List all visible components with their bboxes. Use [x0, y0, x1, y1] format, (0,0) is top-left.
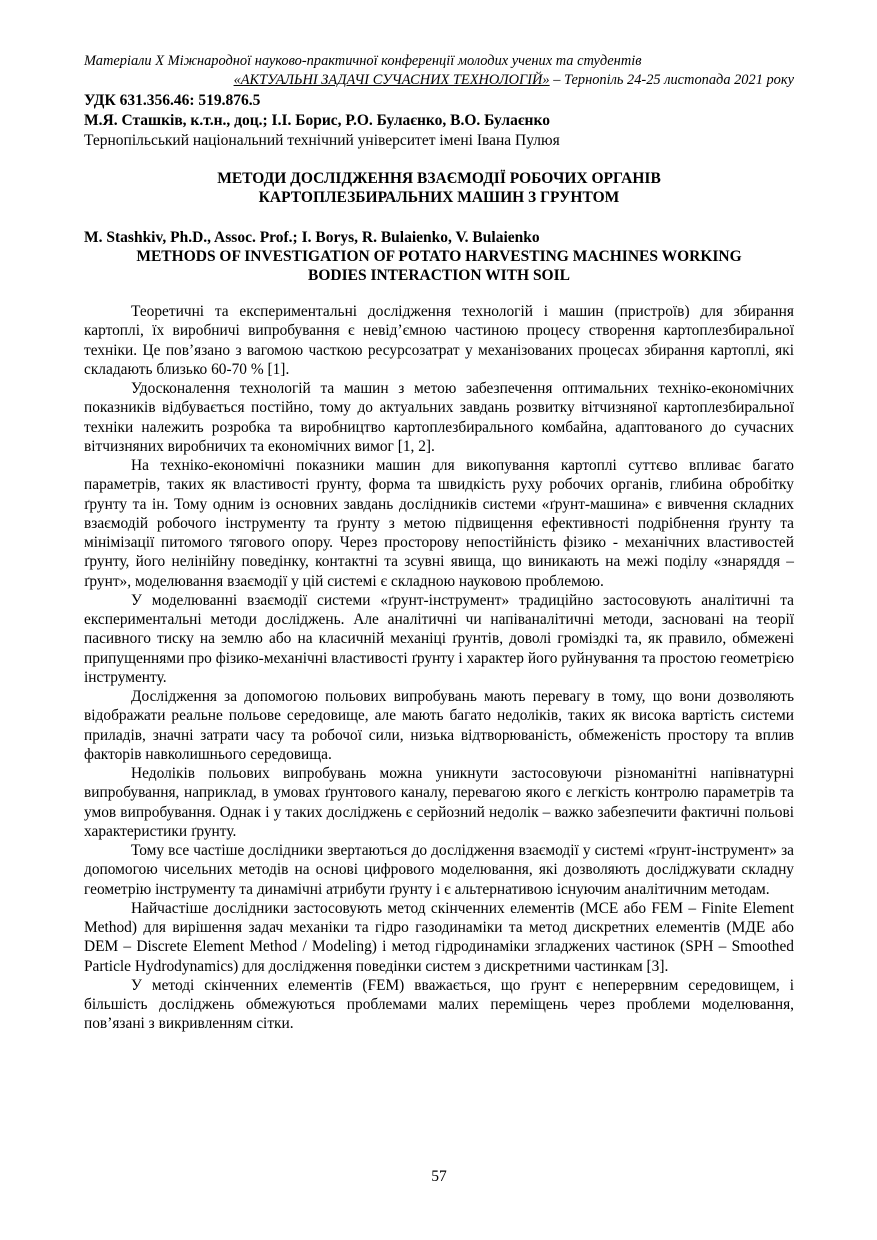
authors-ukrainian: М.Я. Сташків, к.т.н., доц.; І.І. Борис, Р.О. Булаєнко, В.О. Булаєнко [84, 112, 550, 129]
body-text [84, 302, 794, 1034]
body-paragraph: Найчастіше дослідники застосовують метод скінченних елементів (МСЕ або FEM – Finite Element Method) для вирішення задач механіки та гідро газодинаміки та метод дискретних елементів (МДЕ або DEM – Discrete Element Method / Modeling) і метод гідродинаміки згладжених частинок (SPH – Smoothed Particle Hydrodynamics) для дослідження поведінки систем з дискретними частинкам [3]. [84, 899, 794, 975]
body-paragraph: Тому все частіше дослідники звертаються до дослідження взаємодії у системі «ґрунт-інструмент» за допомогою чисельних методів на основі цифрового моделювання, які дозволяють досліджувати складну геометрію інструменту та динамічні атрибути ґрунту і є альтернативою існуючим аналітичним методам. [84, 842, 794, 898]
body-paragraph: Теоретичні та експериментальні дослідження технологій і машин (пристроїв) для збирання картоплі, їх виробничі випробування є невід’ємною частиною процесу створення картоплезбиральної техніки. Це пов’язано з вагомою часткою ресурсозатрат у механізованих процесах збирання картоплі, які складають близько 60-70 % [1]. [84, 303, 794, 378]
body-paragraph: На техніко-економічні показники машин для викопування картоплі суттєво впливає багато параметрів, таких як властивості ґрунту, форма та швидкість руху робочих органів, глибина обробітку ґрунту та ін. Тому одним із основних завдань дослідників системи «ґрунт-машина» є вивчення складних взаємодій робочого інструменту та ґрунту з метою підвищення ефективності подрібнення ґрунту та мінімізації питомого тягового опору. Через просторову непостійність фізико - механічних властивостей ґрунту, його нелінійну поведінку, контактні та зсувні явища, що виникають на межі поділу «знаряддя – ґрунт», моделювання взаємодії у цій системі є складною науковою проблемою. [84, 457, 794, 590]
title-english [84, 248, 794, 285]
authors-english: M. Stashkiv, Ph.D., Assoc. Prof.; I. Borys, R. Bulaienko, V. Bulaienko [84, 229, 540, 246]
title-ukrainian-line: МЕТОДИ ДОСЛІДЖЕННЯ ВЗАЄМОДІЇ РОБОЧИХ ОРГАНІВ [217, 170, 661, 187]
body-paragraph: Недоліків польових випробувань можна уникнути застосовуючи різноманітні напівнатурні випробування, наприклад, в умовах ґрунтового каналу, перевагою якого є легкість контролю параметрів та умов випробування. Однак і у таких досліджень є серйозний недолік – важко забезпечити фактичні польові характеристики ґрунту. [84, 765, 794, 840]
title-ukrainian [84, 169, 794, 207]
conference-place-date: – Тернопіль 24-25 листопада 2021 року [549, 72, 794, 88]
body-paragraph: Дослідження за допомогою польових випробувань мають перевагу в тому, що вони дозволяють відображати реальне польове середовище, але мають багато недоліків, таких як висока вартість системи приладів, значні затрати часу та робочої сили, низька відтворюваність, обмеженість простору та вплив факторів навколишнього середовища. [84, 688, 794, 763]
body-paragraph: У моделюванні взаємодії системи «ґрунт-інструмент» традиційно застосовують аналітичні та експериментальні методи досліджень. Але аналітичні чи напіваналітичні методи, засновані на теорії пасивного тиску на землю або на класичній механіці ґрунтів, доволі громіздкі та, як правило, обмежені припущеннями про фізико-механічні властивості ґрунту і характер його руйнування та простою геометрією інструменту. [84, 591, 794, 686]
conference-header-line1: Матеріали Х Міжнародної науково-практичної конференції молодих учених та студентів [84, 53, 642, 69]
udk-code: УДК 631.356.46: 519.876.5 [84, 92, 261, 109]
conference-header [84, 52, 794, 90]
page-number: 57 [431, 1168, 447, 1185]
conference-header-line2 [84, 71, 794, 90]
title-ukrainian-line: КАРТОПЛЕЗБИРАЛЬНИХ МАШИН З ГРУНТОМ [258, 189, 620, 206]
title-english-line: METHODS OF INVESTIGATION OF POTATO HARVESTING MACHINES WORKING [136, 248, 742, 265]
body-paragraph: У методі скінченних елементів (FEM) вважається, що ґрунт є неперервним середовищем, і більшість досліджень обмежуються проблемами малих переміщень через проблеми моделювання, пов’язані з викривленням сітки. [84, 976, 794, 1033]
university-affiliation: Тернопільський національний технічний університет імені Івана Пулюя [84, 132, 560, 149]
title-english-line: BODIES INTERACTION WITH SOIL [307, 266, 570, 284]
conference-name: «АКТУАЛЬНІ ЗАДАЧІ СУЧАСНИХ ТЕХНОЛОГІЙ» [233, 72, 550, 88]
body-paragraph: Удосконалення технологій та машин з метою забезпечення оптимальних техніко-економічних показників відбувається постійно, тому до актуальних завдань розвитку вітчизняної картоплезбиральної техніки належить розробка та виробництво картоплезбирального комбайна, адаптованого до сучасних вітчизняних виробничих та економічних вимог [1, 2]. [84, 380, 794, 455]
